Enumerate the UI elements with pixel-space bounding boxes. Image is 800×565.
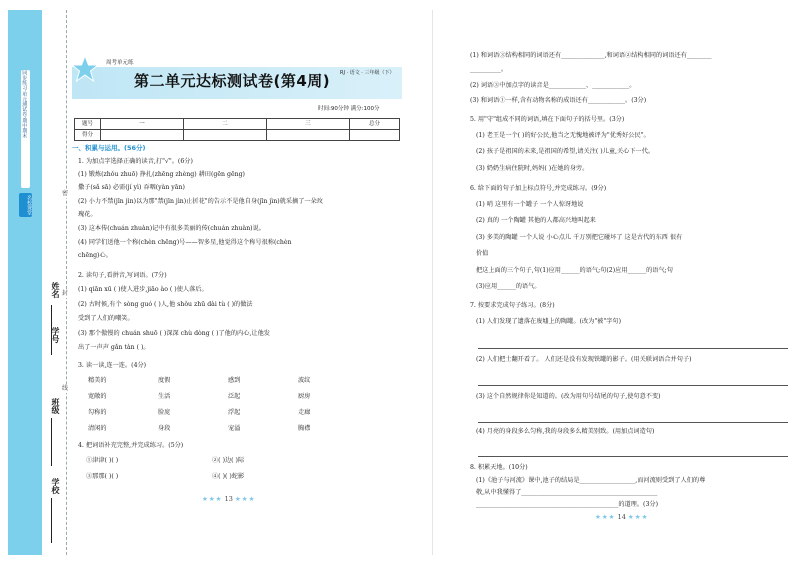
question-7: 7. 按要求完成句子练习。(8分) [470, 302, 555, 309]
fold-mark-3: 线 [62, 385, 69, 392]
answer-line[interactable] [478, 348, 788, 349]
question-2-2a: (2) 古时候,有个 sòng guó ( )人,他 shǒu zhū dài tù ( )的做法 [78, 301, 253, 308]
question-5-1: (1) 老王是一个( )的好公民,他当之无愧地被评为"优秀好公民"。 [476, 132, 650, 139]
page-title: 第二单元达标测试卷(第4周) [134, 72, 331, 90]
question-4-item-4: ④( )( )蛇影 [212, 473, 245, 480]
question-4: 4. 把词语补充完整,并完成练习。(5分) [78, 442, 184, 449]
question-6: 6. 给下面的句子加上标点符号,并完成练习。(9分) [470, 185, 607, 192]
question-3: 3. 读一读,连一连。(4分) [78, 362, 147, 369]
question-1-4b: chēng)心。 [78, 252, 112, 259]
question-2: 2. 读句子,看拼音,写词语。(7分) [78, 272, 167, 279]
match-word[interactable]: 感到 [228, 377, 241, 384]
question-7-2: (2) 人们把土翻开看了。 人们还是没有发现铁罐的影子。(用关联词语合并句子) [476, 356, 692, 363]
question-6-4: 把这上面的三个句子,句(1)应用______的语气;句(2)应用______的语气;句 [476, 267, 673, 274]
match-word[interactable]: 浮起 [228, 409, 241, 416]
question-4-item-2: ②( )边( )际 [212, 457, 245, 464]
question-6-1: (1) 哨 这里有一个罐子 一个人惊讶地说 [476, 201, 584, 208]
match-word[interactable]: 泛起 [228, 393, 241, 400]
match-word[interactable]: 胸襟 [298, 425, 311, 432]
score-label-cell: 得分 [75, 130, 101, 141]
match-word[interactable]: 勾称的 [88, 409, 107, 416]
question-2-3b: 出了一声声 gǎn tàn ( )。 [78, 344, 150, 351]
question-2-2b: 受到了人们的嘲笑。 [78, 315, 134, 322]
question-7-1: (1) 人们发现了遗落在废墟上的陶罐。(改为"被"字句) [476, 318, 622, 325]
r-question-1a: (1) 和词语③结构相同的词语还有______________,和词语②结构相同的词语还有________ [470, 52, 712, 59]
question-2-1: (1) qiān xū ( )使人进步,jiāo ào ( )使人落后。 [78, 286, 208, 293]
r-question-3: (3) 和词语①一样,含有动物名称的成语还有____________。(3分) [470, 97, 647, 104]
decorative-stars-icon: ★★★ [202, 495, 223, 503]
school-line[interactable] [51, 498, 52, 543]
score-table [74, 118, 400, 141]
match-word[interactable]: 走廊 [298, 409, 311, 416]
score-head-cell: 总分 [350, 119, 400, 130]
match-word[interactable]: 厨房 [298, 393, 311, 400]
left-page [72, 10, 402, 555]
question-4-item-1: ①津津( )( ) [86, 457, 119, 464]
question-8-1c: ______________________________________________的道理。(3分) [476, 501, 659, 508]
question-6-5: (3)应用______的语气。 [476, 283, 541, 290]
match-word[interactable]: 宽敞的 [88, 393, 107, 400]
question-5-2: (2) 孩子是祖国的未来,是祖国的希望,请关注( )儿童,关心下一代。 [476, 148, 655, 155]
section-1-heading: 一、积累与运用。(56分) [72, 144, 146, 152]
question-1-1b: 撒子(sǎ sā) 必需(jí yì) 吞咽(yàn yān) [78, 184, 185, 191]
r-question-2: (2) 词语③中加点字的读音是____________、____________。 [470, 82, 636, 89]
class-line[interactable] [51, 418, 52, 466]
match-word[interactable]: 精美的 [88, 377, 107, 384]
page-number-value: 14 [617, 513, 626, 521]
question-1: 1. 为加点字选择正确的读音,打"√"。(6分) [78, 158, 193, 165]
question-7-3: (3) 这个自然规律你是知道的。(改为用句号结尾的句子,使句意不变) [476, 393, 661, 400]
right-page [470, 10, 792, 555]
star-icon [70, 54, 100, 84]
match-word[interactable]: 清闲的 [88, 425, 107, 432]
score-input-cell[interactable] [101, 130, 184, 141]
decorative-stars-icon: ★★★ [234, 495, 256, 503]
question-6-3a: (3) 多美的陶罐 一个人说 小心点儿 千万别把它碰坏了 这是古代的东西 很有 [476, 234, 683, 241]
answer-line[interactable] [478, 422, 788, 423]
answer-line[interactable] [478, 385, 788, 386]
strip-badge: 名校课堂 [19, 193, 32, 217]
field-class-label: 班级 [51, 398, 60, 414]
match-word[interactable]: 身段 [158, 425, 171, 432]
page-number-right [595, 513, 648, 521]
question-1-2a: (2) 小力不禁(jīn jìn)以为那"禁(jīn jìn)止折花"的告示不是他自身(jīn jìn)就采摘了一朵玫 [78, 198, 323, 205]
binding-strip [8, 10, 42, 555]
score-head-cell: 一 [101, 119, 184, 130]
question-6-3b: 价值 [476, 250, 489, 257]
time-score-label: 时间:90分钟 满分:100分 [318, 106, 380, 112]
question-4-item-3: ③那那( )( ) [86, 473, 119, 480]
score-header-row [75, 119, 400, 130]
field-id-label: 学号 [51, 327, 60, 343]
page-number-value: 13 [224, 495, 233, 503]
question-1-4a: (4) 同学们送他一个称(chèn chēng)号——智多星,他觉得这个称号很称(chèn [78, 239, 292, 246]
top-note: 周考单元练 [106, 60, 134, 66]
score-input-cell[interactable] [350, 130, 400, 141]
strip-text-1: 同步练习·单元测试卷·期中期末 [21, 70, 28, 139]
field-school-label: 学校 [51, 478, 60, 494]
match-word[interactable]: 脸庞 [158, 409, 171, 416]
page-number-left [202, 495, 255, 503]
answer-line[interactable] [478, 456, 788, 457]
question-8-1a: (1)《池子与河流》课中,池子的结局是__________________,而河流则受到了人们的尊 [476, 477, 706, 484]
question-1-1a: (1) 锻炼(zhǒu zhuō) 挣扎(zhēng zhèng) 耕田(gēn gēng) [78, 171, 245, 178]
question-5: 5. 用"守"组成不同的词语,填在下面句子的括号里。(3分) [470, 116, 625, 123]
fold-line [66, 10, 67, 555]
fold-mark-1: 密 [62, 190, 69, 197]
question-8-1b: 敬,从中我懂得了____________________________________________ [476, 489, 658, 496]
score-head-cell: 三 [267, 119, 350, 130]
score-input-cell[interactable] [267, 130, 350, 141]
decorative-stars-icon: ★★★ [595, 513, 616, 521]
match-word[interactable]: 宠溢 [228, 425, 241, 432]
question-6-2: (2) 真的 一个陶罐 其他的人都高兴地叫起来 [476, 217, 596, 224]
question-1-3: (3) 这本传(chuán zhuàn)记中有很多美丽的传(chuán zhuàn)说。 [78, 225, 265, 232]
match-word[interactable]: 生活 [158, 393, 171, 400]
match-word[interactable]: 波纹 [298, 377, 311, 384]
match-word[interactable]: 度假 [158, 377, 171, 384]
page-divider [432, 10, 433, 555]
question-7-4: (4) 月亮的身段多么匀称,我的身段多么精美别致。(用加点词造句) [476, 428, 655, 435]
question-1-2b: 瑰花。 [78, 211, 97, 218]
field-name-label: 姓名 [51, 282, 60, 298]
score-head-cell: 题号 [75, 119, 101, 130]
score-head-cell: 二 [184, 119, 267, 130]
question-2-3a: (3) 那个傲慢的 chuán shuō ( )深深 chù dòng ( )了他的内心,让他发 [78, 330, 270, 337]
strip-note-box [21, 70, 30, 188]
r-question-1b: __________。 [470, 66, 508, 73]
edition-label: RJ · 语文 · 三年级（下） [340, 70, 395, 76]
fold-mark-2: 封 [62, 290, 69, 297]
score-value-row [75, 130, 400, 141]
question-5-3: (3) 奶奶生病住院时,妈妈( )在她的身旁。 [476, 165, 589, 172]
score-input-cell[interactable] [184, 130, 267, 141]
decorative-stars-icon: ★★★ [627, 513, 649, 521]
question-8: 8. 积累天地。(10分) [470, 464, 528, 471]
